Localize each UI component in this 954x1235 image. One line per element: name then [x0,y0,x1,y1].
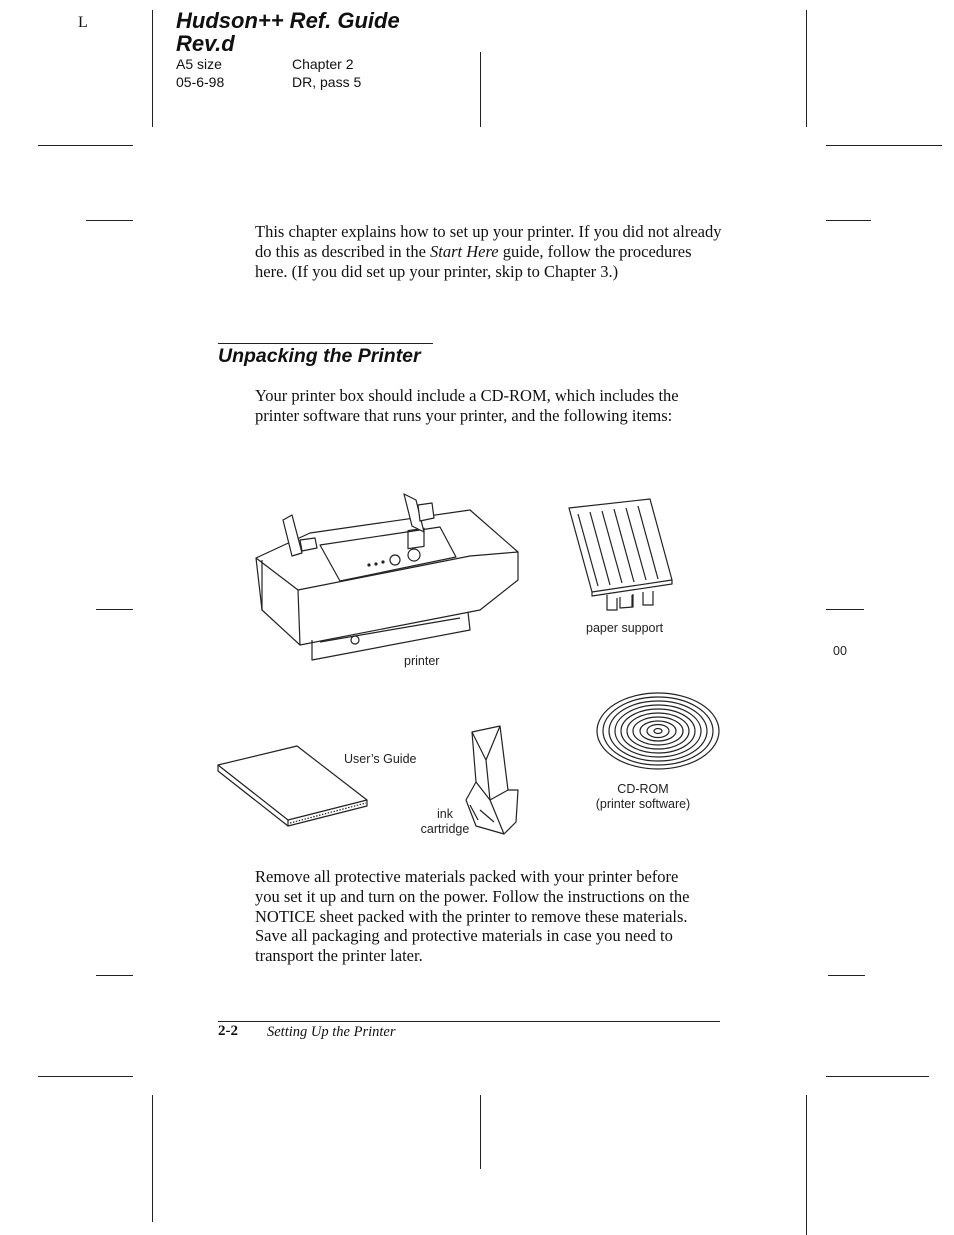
cd-rom-illustration [597,693,719,769]
contents-paragraph: Your printer box should include a CD-ROM, which includes the printer software that runs your printer, and the following items: [255,386,679,425]
printer-caption: printer [404,654,440,668]
page-number: 2-2 [218,1023,238,1039]
users-guide-caption: User’s Guide [344,752,417,766]
side-marker: 00 [833,644,847,658]
paper-support-illustration [569,499,672,610]
printer-illustration [256,494,518,660]
chapter-label: Chapter 2 [292,56,354,72]
page-size: A5 size [176,56,222,72]
guide-title-line2: Rev.d [176,31,235,56]
protective-materials-paragraph: Remove all protective materials packed with your printer before you set it up and turn on the power. Follow the instructions on the NOTICE sheet packed with the printer to remove these materials. Save all packaging and protective materials in case you need to transport the printer later. [255,867,690,966]
footer-rule [218,1021,720,1022]
footer-section-title: Setting Up the Printer [267,1024,396,1040]
pass-label: DR, pass 5 [292,74,362,90]
section-heading: Unpacking the Printer [218,345,421,367]
revision-date: 05-6-98 [176,74,225,90]
guide-title-line1: Hudson++ Ref. Guide [176,8,400,33]
intro-paragraph: This chapter explains how to set up your printer. If you did not already do this as described in the Start Here guide, follow the procedures here. (If you did set up your printer, skip to Chapter 3.) [255,222,722,281]
corner-mark: L [78,14,88,31]
paper-support-caption: paper support [586,621,664,635]
cd-rom-caption: CD-ROM (printer software) [595,782,691,811]
start-here-title: Start Here [430,241,499,261]
ink-cartridge-caption: ink cartridge [420,807,470,836]
